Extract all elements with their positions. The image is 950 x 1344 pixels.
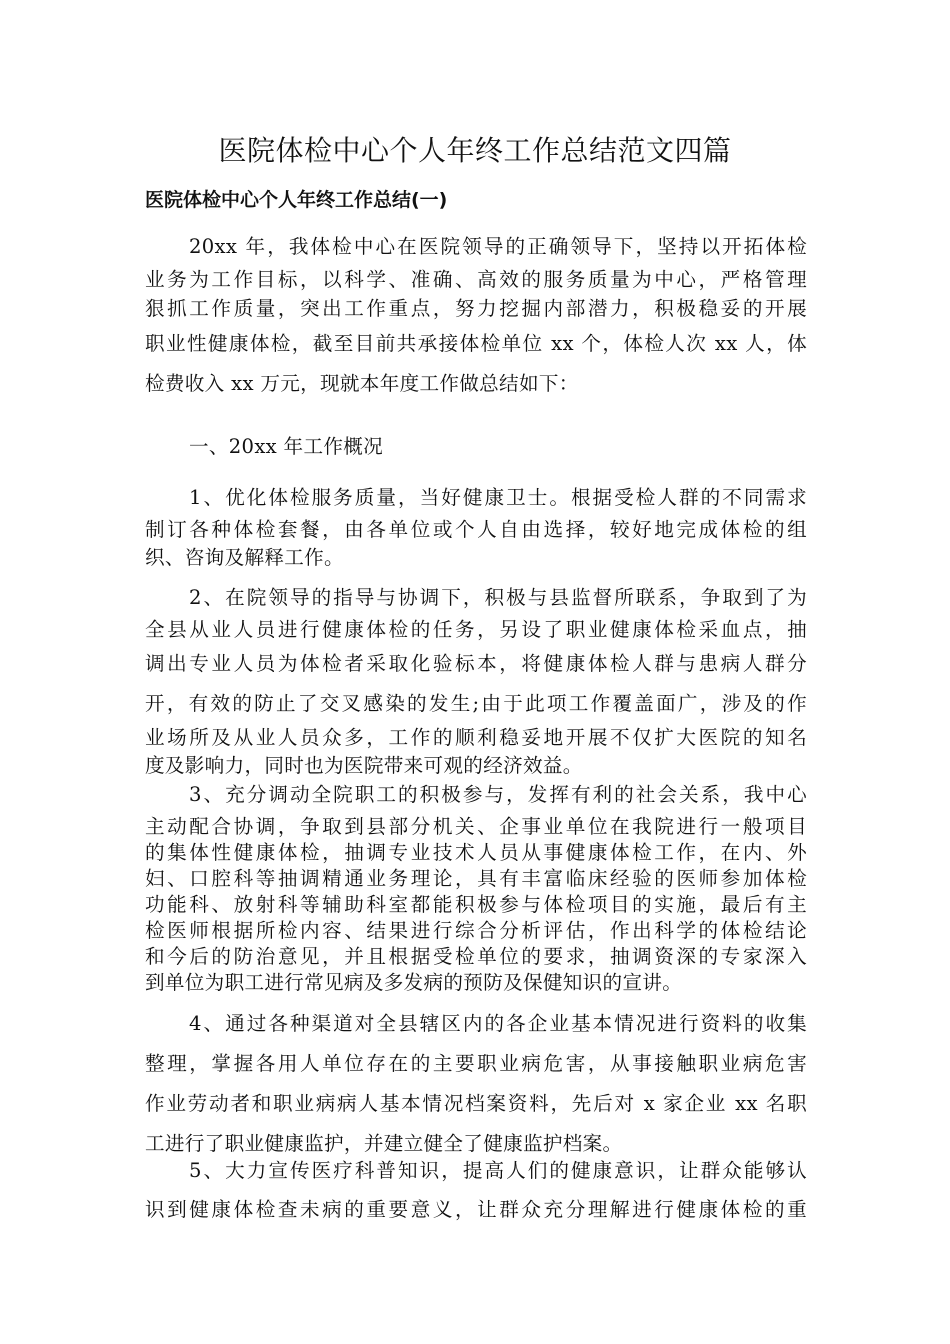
paragraph-line: 功能科、放射科等辅助科室都能积极参与体检项目的实施，最后有主 xyxy=(145,893,807,916)
paragraph-line: 20xx 年，我体检中心在医院领导的正确领导下，坚持以开拓体检 xyxy=(189,235,807,258)
paragraph-line: 业务为工作目标，以科学、准确、高效的服务质量为中心，严格管理 xyxy=(145,268,807,291)
paragraph-intro xyxy=(145,228,807,404)
paragraph-line: 主动配合协调，争取到县部分机关、企事业单位在我院进行一般项目 xyxy=(145,815,807,838)
paragraph-line: 作业劳动者和职业病病人基本情况档案资料，先后对 x 家企业 xx 名职 xyxy=(145,1092,807,1115)
paragraph-item-4 xyxy=(145,1004,807,1164)
paragraph-line: 识到健康体检查未病的重要意义，让群众充分理解进行健康体检的重 xyxy=(145,1198,807,1221)
document-title: 医院体检中心个人年终工作总结范文四篇 xyxy=(218,134,732,167)
paragraph-line: 一、20xx 年工作概况 xyxy=(189,435,384,458)
paragraph-line: 妇、口腔科等抽调精通业务理论，具有丰富临床经验的医师参加体检 xyxy=(145,867,807,890)
paragraph-line: 业场所及从业人员众多，工作的顺利稳妥地开展不仅扩大医院的知名 xyxy=(145,726,807,749)
paragraph-line: 1、优化体检服务质量，当好健康卫士。根据受检人群的不同需求 xyxy=(189,486,807,509)
paragraph-line: 2、在院领导的指导与协调下，积极与县监督所联系，争取到了为 xyxy=(189,586,807,609)
paragraph-line: 织、咨询及解释工作。 xyxy=(145,546,344,569)
paragraph-line: 3、充分调动全院职工的积极参与，发挥有利的社会关系，我中心 xyxy=(189,783,807,806)
paragraph-overview-heading xyxy=(145,432,807,462)
paragraph-line: 整理，掌握各用人单位存在的主要职业病危害，从事接触职业病危害 xyxy=(145,1052,807,1075)
paragraph-line: 检医师根据所检内容、结果进行综合分析评估，作出科学的体检结论 xyxy=(145,919,807,942)
paragraph-line: 职业性健康体检，截至目前共承接体检单位 xx 个，体检人次 xx 人，体 xyxy=(145,332,807,355)
paragraph-line: 全县从业人员进行健康体检的任务，另设了职业健康体检采血点，抽 xyxy=(145,618,807,641)
paragraph-item-2 xyxy=(145,580,807,780)
paragraph-item-3 xyxy=(145,776,807,996)
paragraph-line: 制订各种体检套餐，由各单位或个人自由选择，较好地完成体检的组 xyxy=(145,518,807,541)
paragraph-line: 度及影响力，同时也为医院带来可观的经济效益。 xyxy=(145,754,583,777)
paragraph-line: 4、通过各种渠道对全县辖区内的各企业基本情况进行资料的收集 xyxy=(189,1012,807,1035)
paragraph-line: 开，有效的防止了交叉感染的发生;由于此项工作覆盖面广，涉及的作 xyxy=(145,692,807,715)
paragraph-line: 的集体性健康体检，抽调专业技术人员从事健康体检工作，在内、外 xyxy=(145,841,807,864)
paragraph-item-5 xyxy=(145,1152,807,1230)
paragraph-line: 检费收入 xx 万元，现就本年度工作做总结如下： xyxy=(145,372,579,395)
paragraph-line: 和今后的防治意见，并且根据受检单位的要求，抽调资深的专家深入 xyxy=(145,945,807,968)
paragraph-line: 调出专业人员为体检者采取化验标本，将健康体检人群与患病人群分 xyxy=(145,652,807,675)
section-heading: 医院体检中心个人年终工作总结(一) xyxy=(145,189,448,211)
paragraph-line: 5、大力宣传医疗科普知识，提高人们的健康意识，让群众能够认 xyxy=(189,1159,807,1182)
paragraph-line: 到单位为职工进行常见病及多发病的预防及保健知识的宣讲。 xyxy=(145,971,683,994)
paragraph-line: 工进行了职业健康监护，并建立健全了健康监护档案。 xyxy=(145,1132,623,1155)
paragraph-line: 狠抓工作质量，突出工作重点，努力挖掘内部潜力，积极稳妥的开展 xyxy=(145,297,807,320)
paragraph-item-1 xyxy=(145,480,807,572)
